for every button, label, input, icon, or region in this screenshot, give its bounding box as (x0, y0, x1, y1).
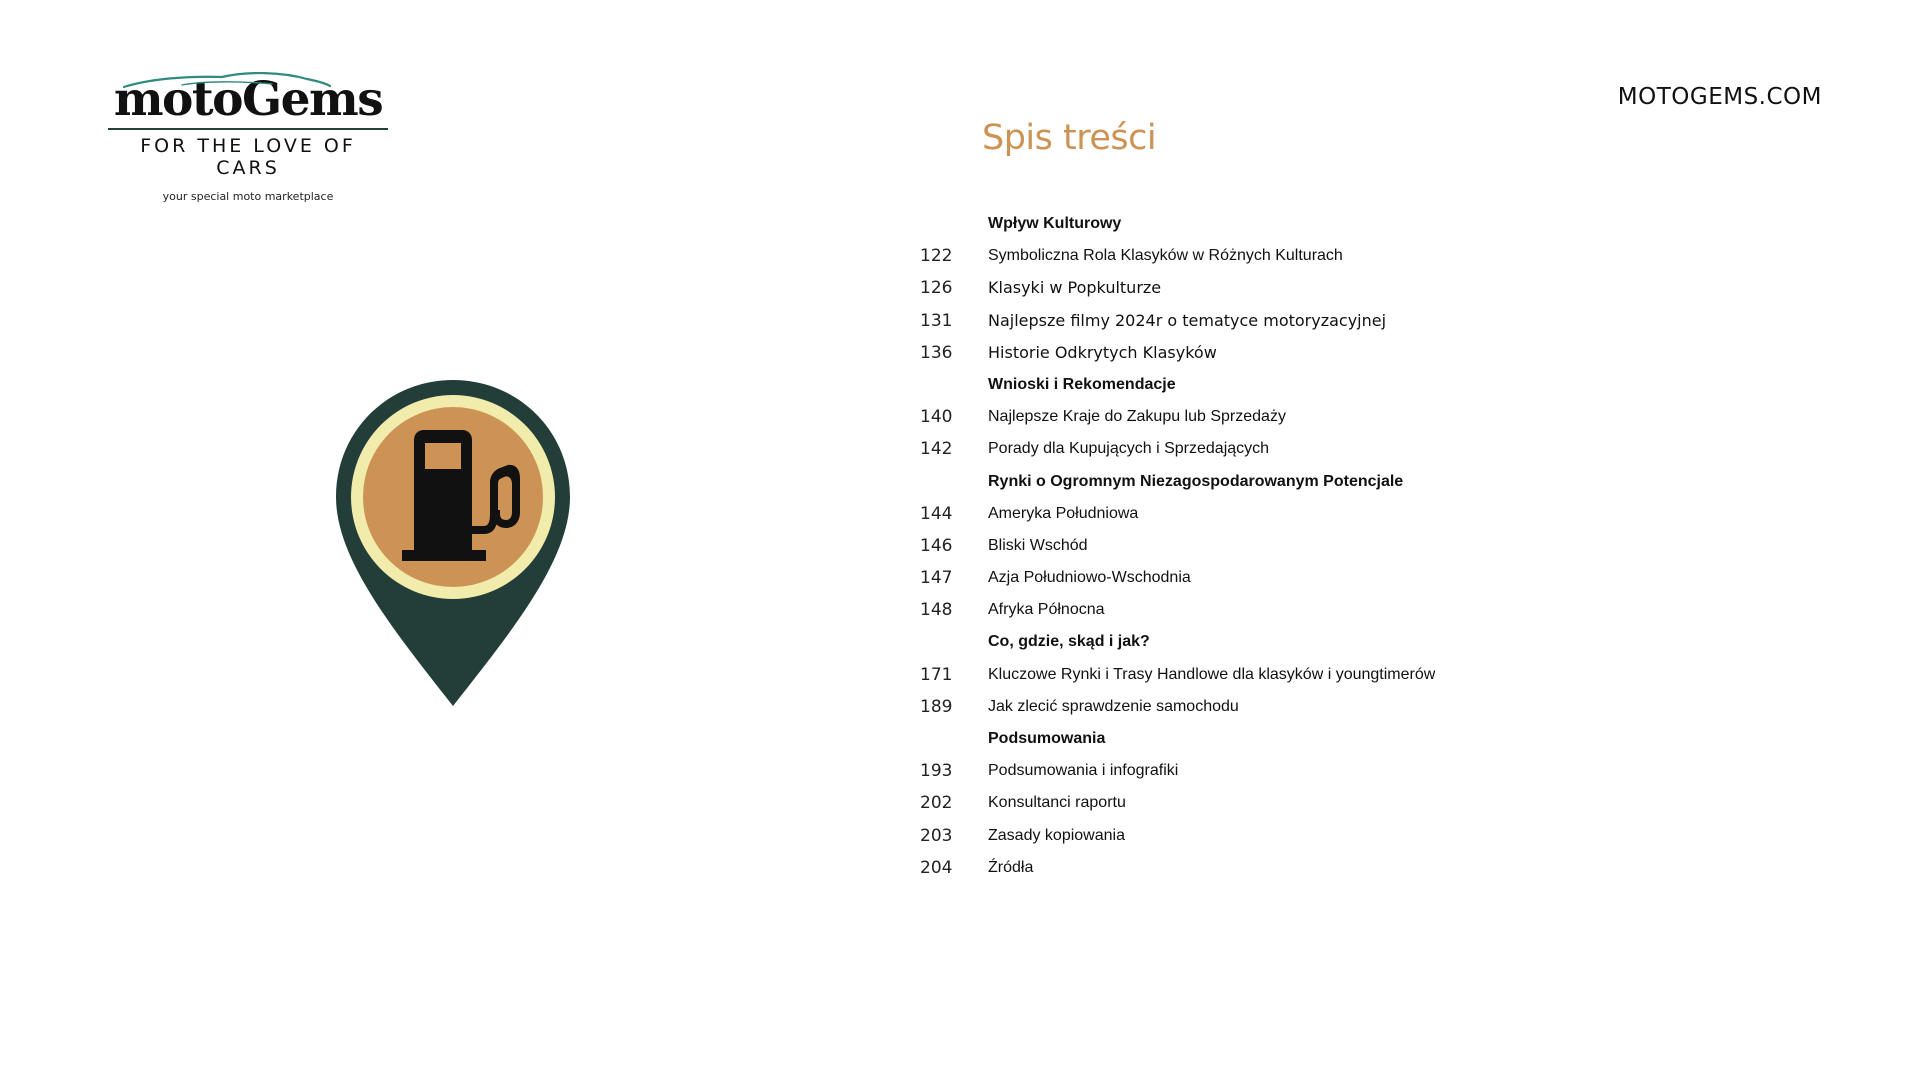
toc-page-number: 147 (920, 568, 953, 589)
toc-label: Źródła (988, 858, 1034, 876)
toc-page-number: 126 (920, 278, 953, 299)
toc-entry[interactable] (920, 272, 1620, 304)
toc-page-number: 202 (920, 793, 953, 814)
toc-label: Konsultanci raportu (988, 794, 1126, 812)
toc-section-heading (920, 208, 1620, 240)
toc-label: Afryka Północna (988, 601, 1105, 619)
toc-label: Jak zlecić sprawdzenie samochodu (988, 697, 1239, 715)
website-url: MOTOGEMS.COM (1617, 84, 1822, 110)
logo-subtitle: your special moto marketplace (162, 190, 334, 203)
toc-entry[interactable] (920, 852, 1620, 884)
toc-label: Azja Południowo-Wschodnia (988, 569, 1191, 587)
table-of-contents (920, 208, 1620, 884)
logo-tagline: FOR THE LOVE OF CARS (140, 135, 356, 179)
toc-page-number: 146 (920, 535, 953, 556)
toc-section-heading (920, 626, 1620, 658)
toc-page-number: 144 (920, 503, 953, 524)
toc-label: Bliski Wschód (988, 536, 1088, 554)
toc-page-number: 131 (920, 310, 953, 331)
toc-entry[interactable] (920, 240, 1620, 272)
toc-entry[interactable] (920, 659, 1620, 691)
fuel-pump-location-pin-icon (336, 380, 570, 706)
toc-entry[interactable] (920, 787, 1620, 819)
toc-entry[interactable] (920, 530, 1620, 562)
toc-label: Symboliczna Rola Klasyków w Różnych Kulturach (988, 247, 1343, 265)
toc-label: Historie Odkrytych Klasyków (988, 342, 1217, 362)
toc-page-number: 193 (920, 761, 953, 782)
toc-page-number: 203 (920, 825, 953, 846)
toc-page-number: 140 (920, 407, 953, 428)
toc-entry[interactable] (920, 755, 1620, 787)
toc-entry[interactable] (920, 691, 1620, 723)
toc-entry[interactable] (920, 433, 1620, 465)
toc-label: Podsumowania i infografiki (988, 762, 1179, 780)
toc-entry[interactable] (920, 305, 1620, 337)
toc-section-heading (920, 369, 1620, 401)
logo-name: motoGems (113, 72, 383, 127)
toc-page-number: 148 (920, 600, 953, 621)
logo-divider (108, 128, 388, 130)
toc-entry[interactable] (920, 401, 1620, 433)
toc-label: Wpływ Kulturowy (988, 215, 1122, 232)
toc-page-number: 122 (920, 246, 953, 267)
toc-label: Najlepsze Kraje do Zakupu lub Sprzedaży (988, 408, 1286, 426)
toc-label: Co, gdzie, skąd i jak? (988, 633, 1150, 651)
toc-label: Kluczowe Rynki i Trasy Handlowe dla klasyków i youngtimerów (988, 665, 1436, 683)
toc-page-number: 171 (920, 664, 953, 685)
toc-label: Najlepsze filmy 2024r o tematyce motoryzacyjnej (988, 310, 1387, 330)
toc-section-heading (920, 466, 1620, 498)
toc-label: Klasyki w Popkulturze (988, 278, 1162, 298)
toc-entry[interactable] (920, 594, 1620, 626)
brand-logo (108, 66, 388, 204)
page-title: Spis treści (982, 118, 1157, 158)
toc-label: Rynki o Ogromnym Niezagospodarowanym Potencjale (988, 472, 1404, 490)
toc-entry[interactable] (920, 562, 1620, 594)
toc-page-number: 142 (920, 439, 953, 460)
toc-page-number: 136 (920, 342, 953, 363)
toc-entry[interactable] (920, 498, 1620, 530)
toc-label: Podsumowania (988, 730, 1106, 747)
toc-entry[interactable] (920, 820, 1620, 852)
toc-entry[interactable] (920, 337, 1620, 369)
toc-label: Zasady kopiowania (988, 826, 1125, 844)
car-silhouette-icon (122, 70, 332, 90)
toc-page-number: 189 (920, 696, 953, 717)
toc-page-number: 204 (920, 857, 953, 878)
toc-label: Wnioski i Rekomendacje (988, 375, 1176, 393)
toc-section-heading (920, 723, 1620, 755)
toc-label: Ameryka Południowa (988, 504, 1139, 522)
toc-label: Porady dla Kupujących i Sprzedających (988, 440, 1270, 458)
